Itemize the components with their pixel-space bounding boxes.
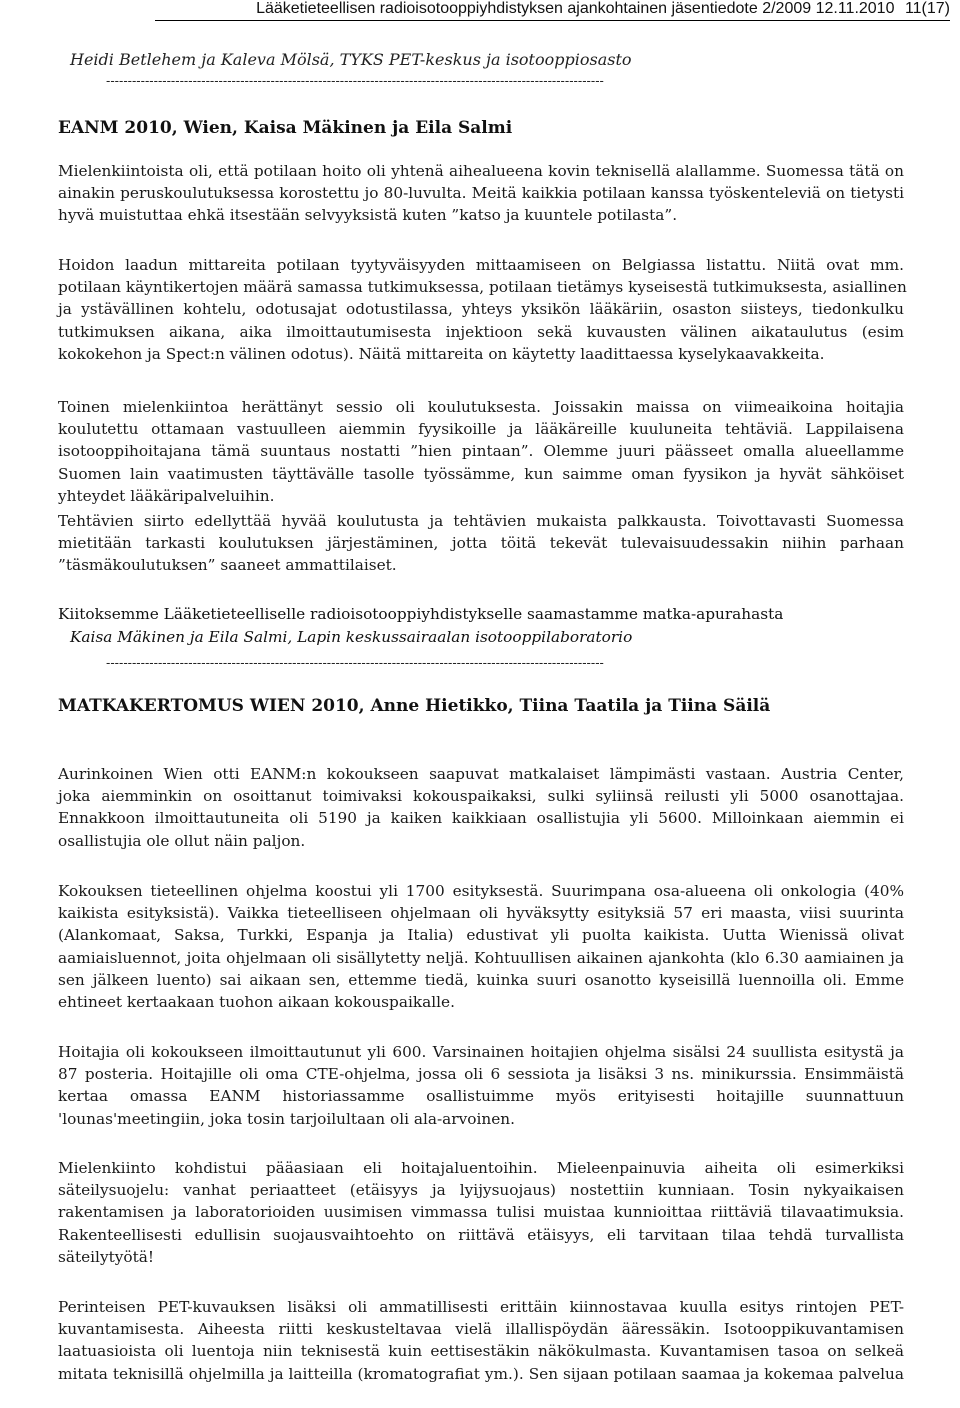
header-page-number: 11(17) <box>904 0 950 17</box>
header-title: Lääketieteellisen radioisotooppiyhdistyksen ajankohtainen jäsentiedote 2/2009 12.11.2010 <box>256 0 895 17</box>
section2-heading: MATKAKERTOMUS WIEN 2010, Anne Hietikko, Tiina Taatila ja Tiina Säilä <box>58 696 771 716</box>
section2-paragraph-4: Mielenkiinto kohdistui pääasiaan eli hoitajaluentoihin. Mieleenpainuvia aiheita oli esimerkiksi säteilysuojelu: vanhat periaatteet (etäisyys ja lyijysuojaus) nostettiin kunniaan. Tosin nykyaikaisen rakentamisen ja laboratorioiden uusimisen vimmassa tulisi muistaa kunnioittaa riittäviä tilavaatimuksia. Rakenteellisesti edullisin suojausvaihtoehto on riittävä etäisyys, eli tarvitaan tilaa tehdä turvallista säteilytyötä! <box>58 1159 904 1266</box>
section2-paragraph-1: Aurinkoinen Wien otti EANM:n kokoukseen saapuvat matkalaiset lämpimästi vastaan. Austria Center, joka aiemminkin on osoittanut toimivaksi kokouspaikaksi, sulki syliinsä reilusti yli 5000 osanottajaa. Ennakkoon ilmoittautuneita oli 5190 ja kaiken kaikkiaan osallistujia yli 5600. Milloinkaan aiemmin ei osallistujia ole ollut näin paljon. <box>58 765 904 850</box>
running-header <box>155 0 950 21</box>
divider-line: ------------------------------------------------------------------------------------------------------------------- <box>106 73 604 88</box>
section2-paragraph-5: Perinteisen PET-kuvauksen lisäksi oli ammatillisesti erittäin kiinnostavaa kuulla esitys rintojen PET- kuvantamisesta. Aiheesta riitti keskusteltavaa vielä illallispöydän ääressäkin. Isotooppikuvantamisen laatuasioista oli luentoja niin teknisestä kuin eettisestäkin näkökulmasta. Kuvantamisen tasoa on selkeä mitata teknisillä ohjelmilla ja laitteilla (kromatografiat ym.). Sen sijaan potilaan saamaa ja kokemaa palvelua <box>58 1298 904 1383</box>
section2-paragraph-3: Hoitajia oli kokoukseen ilmoittautunut yli 600. Varsinainen hoitajien ohjelma sisälsi 24 suullista esitystä ja 87 posteria. Hoitajille oli oma CTE-ohjelma, jossa oli 6 sessiota ja lisäksi 3 ns. minikurssia. Ensimmäistä kertaa omassa EANM historiassamme osallistuimme myös erityisesti hoitajille suunnattuun 'lounas'meetingiin, joka tosin tarjoilultaan oli ala-arvoinen. <box>58 1043 904 1128</box>
thanks-line: Kiitoksemme Lääketieteelliselle radioisotooppiyhdistykselle saamastamme matka-apurahasta <box>58 605 784 623</box>
section1-paragraph-1: Mielenkiintoista oli, että potilaan hoito oli yhtenä aihealueena kovin teknisellä alallamme. Suomessa tätä on ainakin peruskoulutuksessa korostettu jo 80-luvulta. Meitä kaikkia potilaan kanssa työskenteleviä on tietysti hyvä muistuttaa ehkä itsestään selvyyksistä kuten ”katso ja kuuntele potilasta”. <box>58 162 904 225</box>
section1-paragraph-4: Tehtävien siirto edellyttää hyvää koulutusta ja tehtävien mukaista palkkausta. Toivottavasti Suomessa mietitään tarkasti koulutuksen järjestäminen, jotta töitä tekevät tulevaisuudessakin niihin parhaan ”täsmäkoulutuksen” saaneet ammattilaiset. <box>58 512 904 575</box>
section1-authors: Heidi Betlehem ja Kaleva Mölsä, TYKS PET-keskus ja isotooppiosasto <box>70 50 632 69</box>
section1-paragraph-3: Toinen mielenkiintoa herättänyt sessio oli koulutuksesta. Joissakin maissa on viimeaikoina hoitajia koulutettu ottamaan vastuulleen aiemmin fyysikoille ja lääkäreille kuuluneita tehtäviä. Lappilaisena isotooppihoitajana tämä suuntaus nostatti ”hien pintaan”. Olemme juuri päässeet omalla alueellamme Suomen lain vaatimusten täyttävälle tasolle työssämme, kun saimme oman fyysikon ja hyvät sähköiset yhteydet lääkäripalveluihin. <box>58 398 904 505</box>
divider-line-2: ------------------------------------------------------------------------------------------------------------------- <box>106 655 604 670</box>
section1-signature: Kaisa Mäkinen ja Eila Salmi, Lapin keskussairaalan isotooppilaboratorio <box>70 628 633 646</box>
section1-paragraph-2: Hoidon laadun mittareita potilaan tyytyväisyyden mittaamiseen on Belgiassa listattu. Niitä ovat mm. potilaan käyntikertojen määrä samassa tutkimuksessa, potilaan tietämys kyseisestä tutkimuksesta, asiallinen ja ystävällinen kohtelu, odotusajat odotustilassa, yhteys yksikön lääkäriin, osaston siisteys, tiedonkulku tutkimuksen aikana, aika ilmoittautumisesta injektioon sekä kuvausten välinen aikataulutus (esim kokokehon ja Spect:n välinen odotus). Näitä mittareita on käytetty laadittaessa kyselykaavakkeita. <box>58 256 907 363</box>
section1-heading: EANM 2010, Wien, Kaisa Mäkinen ja Eila Salmi <box>58 118 513 138</box>
section2-paragraph-2: Kokouksen tieteellinen ohjelma koostui yli 1700 esityksestä. Suurimpana osa-alueena oli onkologia (40% kaikista esityksistä). Vaikka tieteelliseen ohjelmaan oli hyväksytty esityksiä 57 eri maasta, viisi suurinta (Alankomaat, Saksa, Turkki, Espanja ja Italia) edustivat yli puolta kaikista. Uutta Wienissä olivat aamiaisluennot, joita ohjelmaan oli sisällytetty neljä. Kohtuullisen aikainen ajankohta (klo 6.30 aamiainen ja sen jälkeen luento) sai aikaan sen, ettemme tiedä, kuinka suuri osanotto kyseisillä luennoilla oli. Emme ehtineet kertaakaan tuohon aikaan kokouspaikalle. <box>58 882 904 1012</box>
